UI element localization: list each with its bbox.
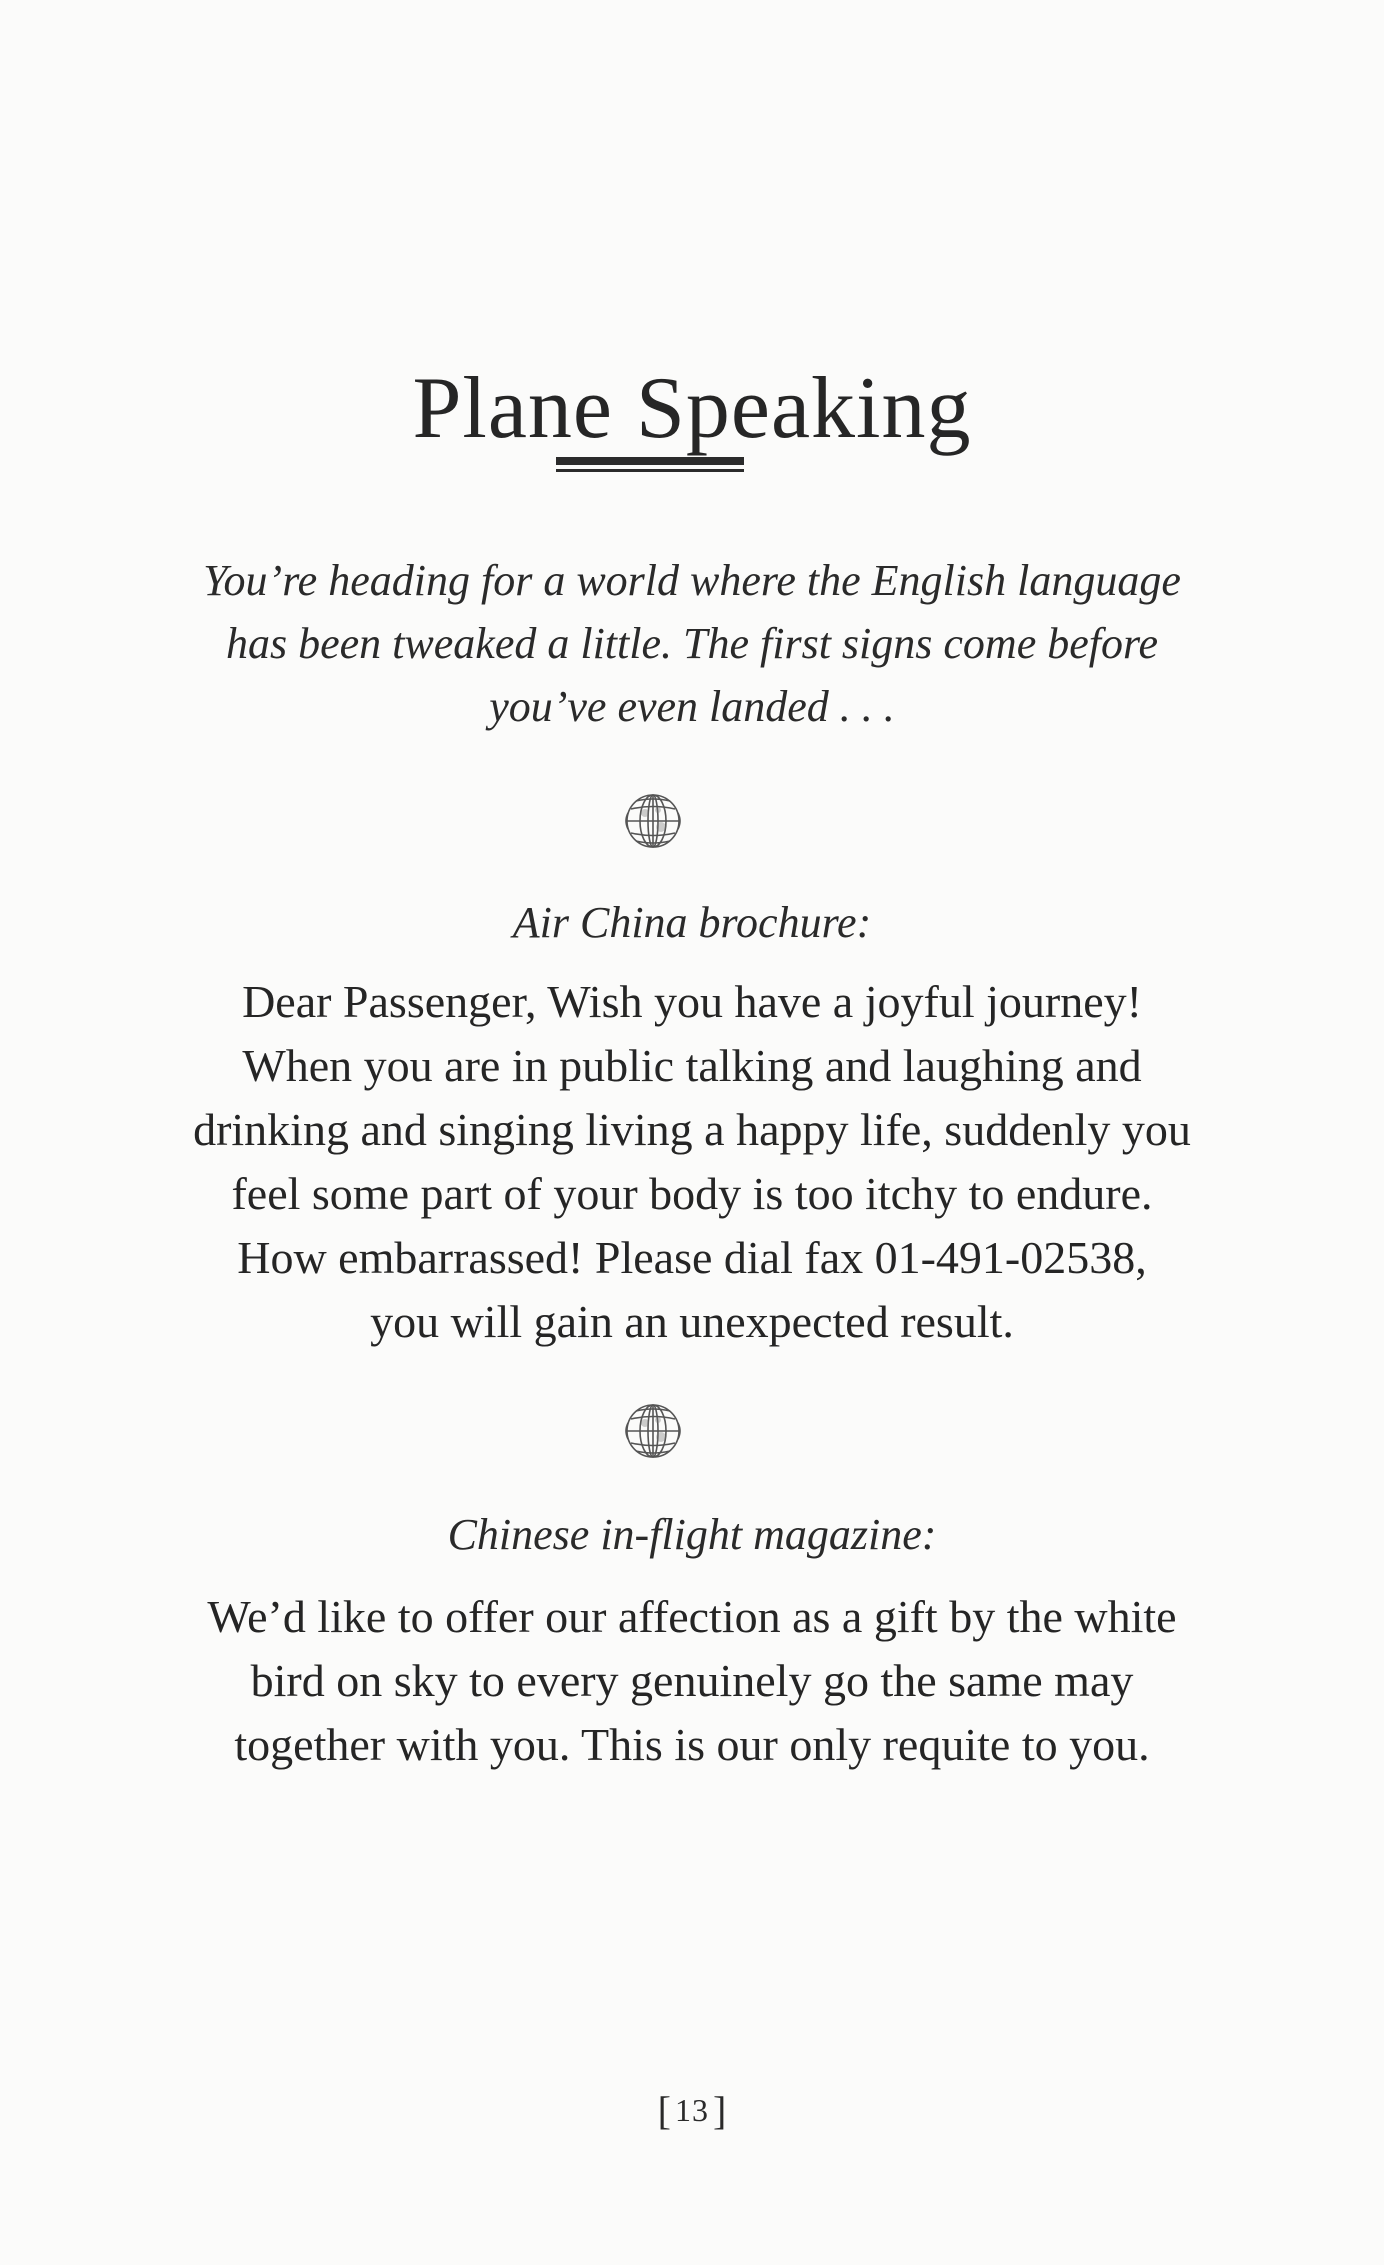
intro-line: You’re heading for a world where the English language — [203, 556, 1181, 605]
quote-line: together with you. This is our only requite to you. — [234, 1719, 1150, 1770]
quote-line: Dear Passenger, Wish you have a joyful journey! — [242, 976, 1142, 1027]
quote-line: drinking and singing living a happy life, suddenly you — [193, 1104, 1191, 1155]
quote-line: you will gain an unexpected result. — [370, 1296, 1014, 1347]
quote-line: We’d like to offer our affection as a gift by the white — [207, 1591, 1177, 1642]
quote-line: When you are in public talking and laughing and — [242, 1040, 1142, 1091]
intro-line: has been tweaked a little. The first signs come before — [226, 619, 1158, 668]
quote-line: How embarrassed! Please dial fax 01-491-02538, — [237, 1232, 1147, 1283]
entry-quote — [0, 1585, 1384, 1777]
page-number — [0, 2090, 1384, 2131]
intro-paragraph — [0, 549, 1384, 738]
intro-line: you’ve even landed . . . — [489, 682, 895, 731]
quote-line: feel some part of your body is too itchy to endure. — [231, 1168, 1153, 1219]
folio-bracket-right: ] — [713, 2088, 727, 2133]
page-title: Plane Speaking — [412, 359, 972, 457]
title-rule-divider — [556, 457, 744, 472]
folio-bracket-left: [ — [657, 2088, 671, 2133]
quote-line: bird on sky to every genuinely go the same may — [250, 1655, 1134, 1706]
entry-quote — [0, 970, 1384, 1354]
entry-source-label: Chinese in-flight magazine: — [447, 1510, 937, 1559]
globe-icon — [614, 1392, 692, 1470]
globe-icon — [614, 782, 692, 860]
page-number-value: 13 — [675, 2092, 709, 2128]
entry-source-label: Air China brochure: — [512, 898, 872, 947]
